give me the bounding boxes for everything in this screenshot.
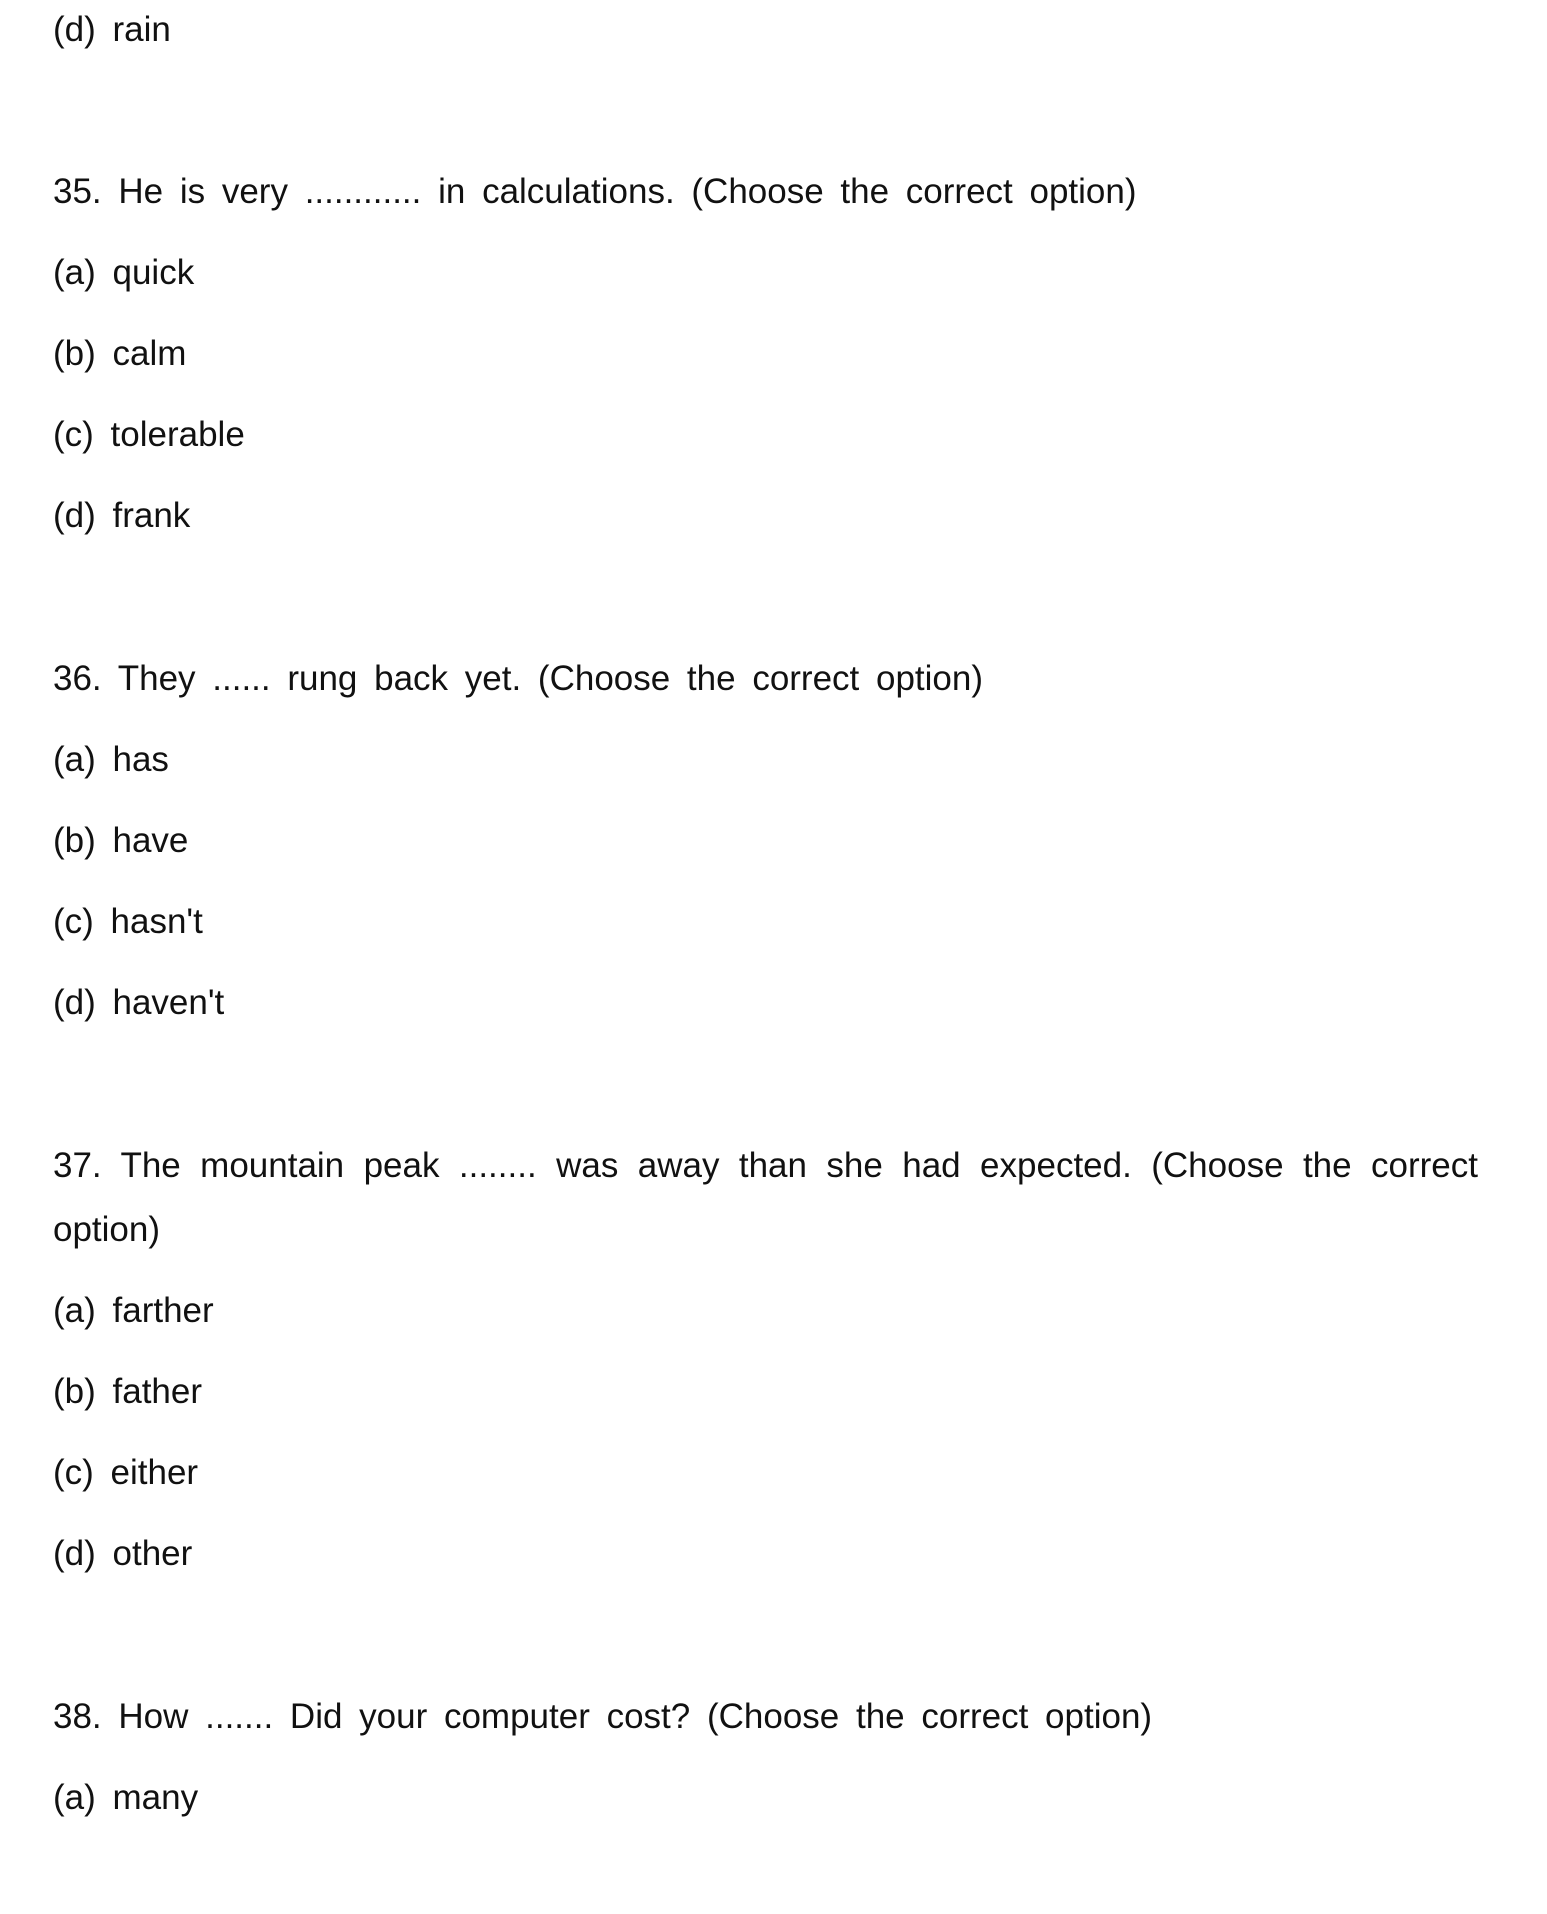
- question-35: 35. He is very ............ in calculations. (Choose the correct option): [53, 172, 1137, 211]
- question-38: 38. How ....... Did your computer cost? (Choose the correct option): [53, 1697, 1153, 1736]
- option-a: (a) farther: [53, 1291, 214, 1330]
- question-36: 36. They ...... rung back yet. (Choose the correct option): [53, 659, 984, 698]
- option-c: (c) tolerable: [53, 415, 245, 454]
- option-b: (b) have: [53, 821, 189, 860]
- question-37: 37. The mountain peak ........ was away than she had expected. (Choose the correct option): [53, 1146, 1478, 1249]
- option-d-prev: (d) rain: [53, 10, 171, 49]
- option-c: (c) hasn't: [53, 902, 203, 941]
- option-b: (b) father: [53, 1372, 202, 1411]
- option-b: (b) calm: [53, 334, 187, 373]
- option-d: (d) other: [53, 1534, 193, 1573]
- option-d: (d) frank: [53, 496, 191, 535]
- option-a: (a) many: [53, 1778, 199, 1817]
- option-d: (d) haven't: [53, 983, 225, 1022]
- option-a: (a) quick: [53, 253, 195, 292]
- option-c: (c) either: [53, 1453, 199, 1492]
- option-a: (a) has: [53, 740, 169, 779]
